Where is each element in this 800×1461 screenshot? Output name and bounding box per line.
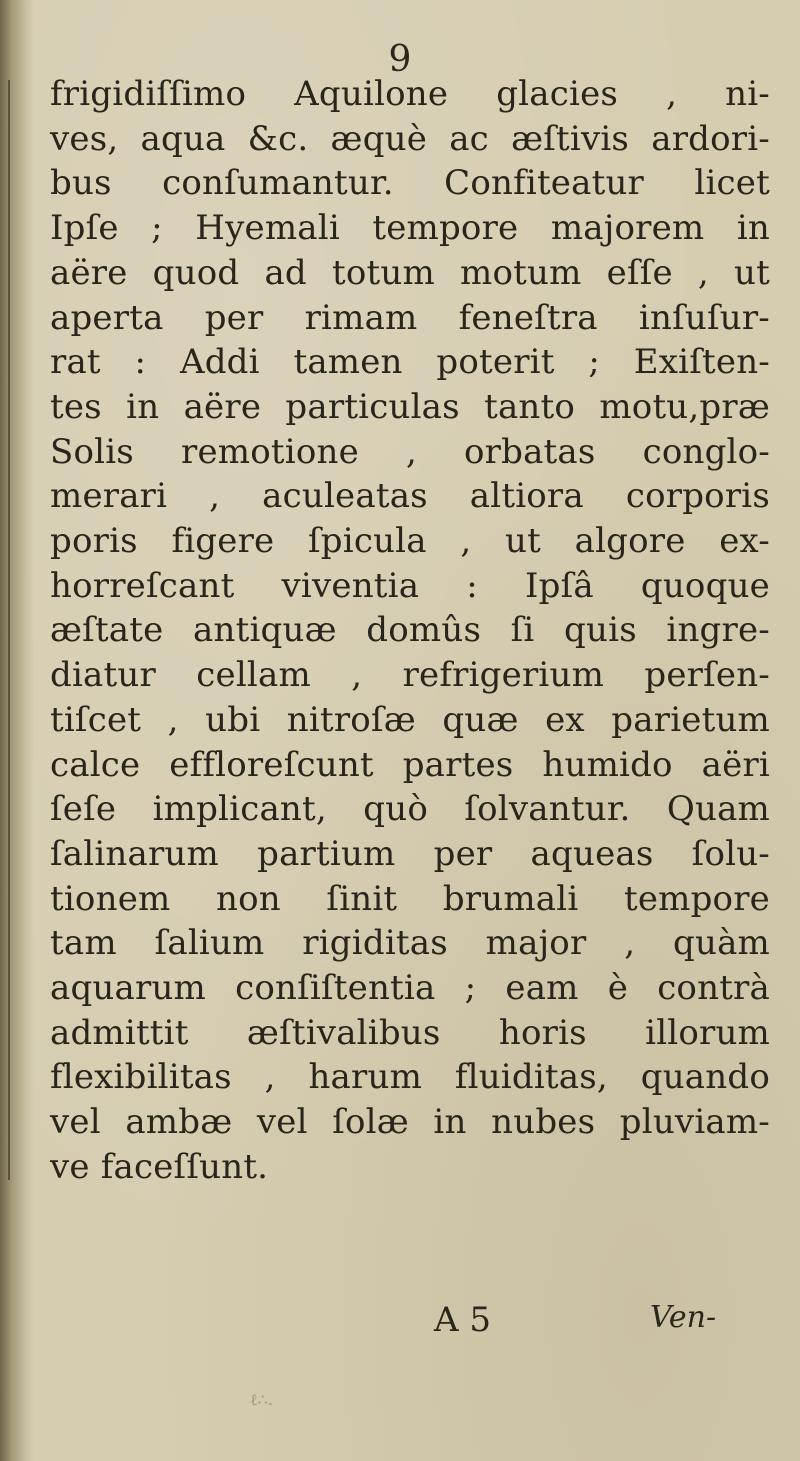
page-footer <box>0 1300 800 1350</box>
page-number: 9 <box>388 39 412 80</box>
text-line: ves, aqua &c. æquè ac æſtivis ardori- <box>50 118 770 159</box>
text-line: flexibilitas , harum fluiditas, quando <box>50 1057 770 1098</box>
text-line: ſeſe implicant, quò ſolvantur. Quam <box>50 789 770 830</box>
text-line: diatur cellam , refrigerium perſen- <box>50 655 770 696</box>
text-line: æſtate antiquæ domûs ſi quis ingre- <box>50 610 770 651</box>
text-line: ve faceſſunt. <box>50 1146 269 1187</box>
text-line: merari , aculeatas altiora corporis <box>50 476 770 517</box>
text-line: aquarum conſiſtentia ; eam è contrà <box>50 968 770 1009</box>
body-text <box>50 72 770 1190</box>
text-line: vel ambæ vel ſolæ in nubes pluviam- <box>50 1102 770 1143</box>
text-line: tionem non ſinit brumali tempore <box>50 878 770 919</box>
text-line: ſalinarum partium per aqueas ſolu- <box>50 833 770 874</box>
text-line: admittit æſtivalibus horis illorum <box>50 1012 770 1053</box>
text-line: bus conſumantur. Confiteatur licet <box>50 163 770 204</box>
text-line: rat : Addi tamen poterit ; Exiſten- <box>50 342 770 383</box>
text-line: Solis remotione , orbatas conglo- <box>50 431 770 472</box>
faint-ink-mark: ℓ∴. <box>250 1390 273 1409</box>
text-line: poris figere ſpicula , ut algore ex- <box>50 521 770 562</box>
text-line: horreſcant viventia : Ipſâ quoque <box>50 565 770 606</box>
catchword: Ven- <box>650 1300 717 1335</box>
text-line: aëre quod ad totum motum eſſe , ut <box>50 252 770 293</box>
gutter-edge-line <box>8 80 10 1180</box>
text-line: aperta per rimam feneſtra inſuſur- <box>50 297 770 338</box>
signature-mark: A 5 <box>434 1300 491 1340</box>
text-line: tiſcet , ubi nitroſæ quæ ex parietum <box>50 699 770 740</box>
text-line: calce effloreſcunt partes humido aëri <box>50 744 770 785</box>
text-line: frigidiſſimo Aquilone glacies , ni- <box>50 74 770 114</box>
binding-gutter <box>0 0 34 1461</box>
text-line: Ipſe ; Hyemali tempore majorem in <box>50 208 770 249</box>
text-line: tes in aëre particulas tanto motu,præ <box>50 386 770 427</box>
text-line: tam ſalium rigiditas major , quàm <box>50 923 770 964</box>
